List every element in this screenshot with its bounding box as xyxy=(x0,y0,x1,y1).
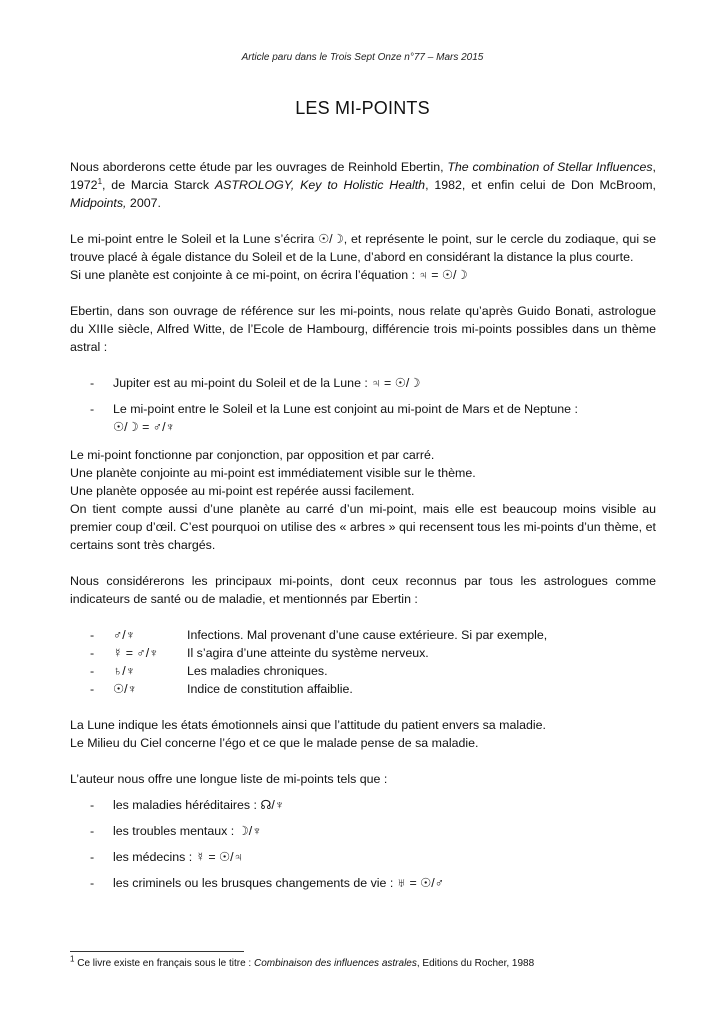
equation-paragraph: Si une planète est conjointe à ce mi-point, on écrira l’équation : ♃ = ☉/☽ xyxy=(70,268,468,282)
book-title-starck: ASTROLOGY, Key to Holistic Health xyxy=(214,178,426,192)
midpoint-types-list xyxy=(70,374,656,436)
article-body xyxy=(70,158,656,900)
list-item-text: Infections. Mal provenant d’une cause extérieure. Si par exemple, xyxy=(187,628,548,642)
list-dash: - xyxy=(90,876,95,890)
list-item-text: les maladies héréditaires : ☊/♆ xyxy=(113,798,285,812)
footnote-divider xyxy=(70,951,244,952)
list-item-text: Jupiter est au mi-point du Soleil et de la Lune : ♃ = ☉/☽ xyxy=(113,376,421,390)
list-dash: - xyxy=(90,664,95,678)
list-item xyxy=(70,662,656,680)
book-title-ebertin: The combination of Stellar Influences xyxy=(447,160,653,174)
footnote-text: , Editions du Rocher, 1988 xyxy=(416,958,535,969)
health-intro-paragraph: Nous considérerons les principaux mi-points, dont ceux reconnus par tous les astrologues comme indicateurs de santé ou de maladie, et mentionnés par Ebertin : xyxy=(70,574,656,606)
list-item xyxy=(70,822,656,840)
intro-text: Nous aborderons cette étude par les ouvrages de Reinhold Ebertin, xyxy=(70,160,448,174)
footnote-text: Ce livre existe en français sous le titre : xyxy=(74,958,254,969)
aspect-line: Une planète opposée au mi-point est repérée aussi facilement. xyxy=(70,484,415,498)
midheaven-line: Le Milieu du Ciel concerne l’égo et ce que le malade pense de sa maladie. xyxy=(70,736,479,750)
intro-text: 2007. xyxy=(126,196,161,210)
footnote-number: 1 xyxy=(70,954,75,964)
moon-line: La Lune indique les états émotionnels ainsi que l’attitude du patient envers sa maladie. xyxy=(70,718,546,732)
list-dash: - xyxy=(90,824,95,838)
list-dash: - xyxy=(90,402,95,416)
midpoint-symbol: ♂/♆ xyxy=(113,628,136,642)
list-dash: - xyxy=(90,682,95,696)
list-item xyxy=(70,680,656,698)
list-item-text: Il s’agira d’une atteinte du système nerveux. xyxy=(187,646,429,660)
page-header: Article paru dans le Trois Sept Onze n°77 – Mars 2015 xyxy=(241,52,484,63)
ebertin-paragraph: Ebertin, dans son ouvrage de référence sur les mi-points, nous relate qu’après Guido Bonati, astrologue du XIIIe siècle, Alfred Witte, de l’Ecole de Hambourg, différencie trois mi-points possibles dans un thème astral : xyxy=(70,304,656,354)
midpoint-symbol: ☿ = ♂/♆ xyxy=(113,646,159,660)
midpoint-examples-list xyxy=(70,796,656,892)
midpoint-symbol: ♄/♆ xyxy=(113,664,136,678)
list-item xyxy=(70,644,656,662)
list-dash: - xyxy=(90,798,95,812)
list-item xyxy=(70,374,656,392)
list-dash: - xyxy=(90,628,95,642)
list-item-text: les médecins : ☿ = ☉/♃ xyxy=(113,850,243,864)
intro-paragraph xyxy=(70,158,656,212)
midpoint-symbol: ☉/♆ xyxy=(113,682,137,696)
list-dash: - xyxy=(90,376,95,390)
midpoint-definition: Le mi-point entre le Soleil et la Lune s’écrira ☉/☽, et représente le point, sur le cercle du zodiaque, qui se trouve placé à égale distance du Soleil et de la Lune, d’abord en considérant la distance la plus courte. xyxy=(70,232,656,264)
footnote-reference[interactable]: 1 xyxy=(97,176,103,186)
footnote-book-title: Combinaison des influences astrales xyxy=(253,958,417,969)
list-item xyxy=(70,400,656,436)
list-item xyxy=(70,796,656,814)
intro-text: , 1972 xyxy=(70,160,656,192)
intro-text: , 1982, et enfin celui de Don McBroom, xyxy=(425,178,657,192)
list-item xyxy=(70,874,656,892)
list-item-text: Indice de constitution affaiblie. xyxy=(187,682,353,696)
list-item-text: les criminels ou les brusques changements de vie : ♅ = ☉/♂ xyxy=(113,876,445,890)
list-item-formula: ☉/☽ = ♂/♆ xyxy=(113,420,175,434)
list-item-text: Les maladies chroniques. xyxy=(187,664,328,678)
aspect-line: Une planète conjointe au mi-point est immédiatement visible sur le thème. xyxy=(70,466,476,480)
list-item xyxy=(70,848,656,866)
aspect-line: Le mi-point fonctionne par conjonction, par opposition et par carré. xyxy=(70,448,435,462)
list-item xyxy=(70,626,656,644)
aspect-line: On tient compte aussi d’une planète au carré d’un mi-point, mais elle est beaucoup moins visible au premier coup d’œil. C’est pourquoi on utilise des « arbres » qui recensent tous les mi-points d’un thème, et certains sont très chargés. xyxy=(70,502,656,552)
list-item-text: les troubles mentaux : ☽/♆ xyxy=(113,824,262,838)
health-midpoints-list xyxy=(70,626,656,698)
page-title: LES MI-POINTS xyxy=(295,98,430,118)
list-intro-paragraph: L’auteur nous offre une longue liste de mi-points tels que : xyxy=(70,772,388,786)
footnote xyxy=(70,954,535,969)
list-item-text: Le mi-point entre le Soleil et la Lune est conjoint au mi-point de Mars et de Neptune : xyxy=(113,402,578,416)
intro-text: , de Marcia Starck xyxy=(102,178,215,192)
list-dash: - xyxy=(90,646,95,660)
book-title-mcbroom: Midpoints, xyxy=(70,196,127,210)
list-dash: - xyxy=(90,850,95,864)
